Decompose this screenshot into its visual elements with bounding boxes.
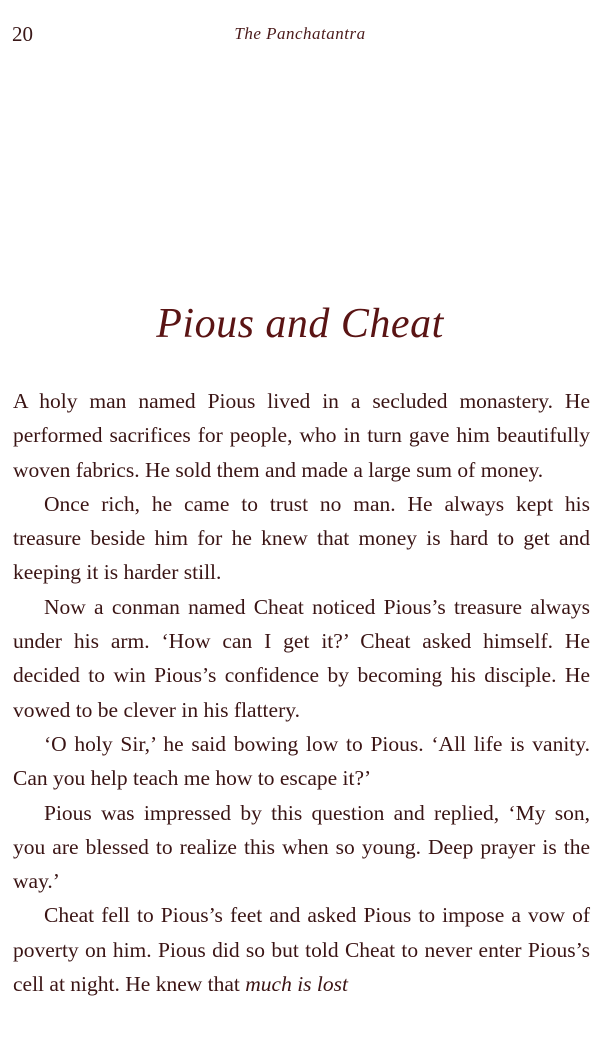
paragraph-4: ‘O holy Sir,’ he said bowing low to Pious. ‘All life is vanity. Can you help teach me how to escape it?’ bbox=[13, 731, 590, 791]
page-number: 20 bbox=[12, 22, 33, 46]
paragraph-6 bbox=[13, 898, 590, 1001]
paragraph-6-emphasis: much is lost bbox=[245, 972, 348, 997]
running-head: The Panchatantra bbox=[234, 24, 366, 43]
paragraph-6-text: Cheat fell to Pious’s feet and asked Pious to impose a vow of poverty on him. Pious did so but told Cheat to never enter Pious’s cell at night. He knew that bbox=[13, 903, 590, 997]
story-body bbox=[13, 384, 590, 1001]
paragraph-3: Now a conman named Cheat noticed Pious’s treasure always under his arm. ‘How can I get it?’ Cheat asked himself. He decided to win Pious’s confidence by becoming his disciple. He vowed to be clever in his flattery. bbox=[13, 594, 590, 722]
paragraph-5: Pious was impressed by this question and replied, ‘My son, you are blessed to realize this when so young. Deep prayer is the way.’ bbox=[13, 800, 590, 894]
paragraph-1: A holy man named Pious lived in a secluded monastery. He performed sacrifices for people, who in turn gave him beautifully woven fabrics. He sold them and made a large sum of money. bbox=[13, 389, 590, 482]
paragraph-2: Once rich, he came to trust no man. He always kept his treasure beside him for he knew that money is hard to get and keeping it is harder still. bbox=[13, 491, 590, 585]
story-title: Pious and Cheat bbox=[156, 301, 444, 347]
